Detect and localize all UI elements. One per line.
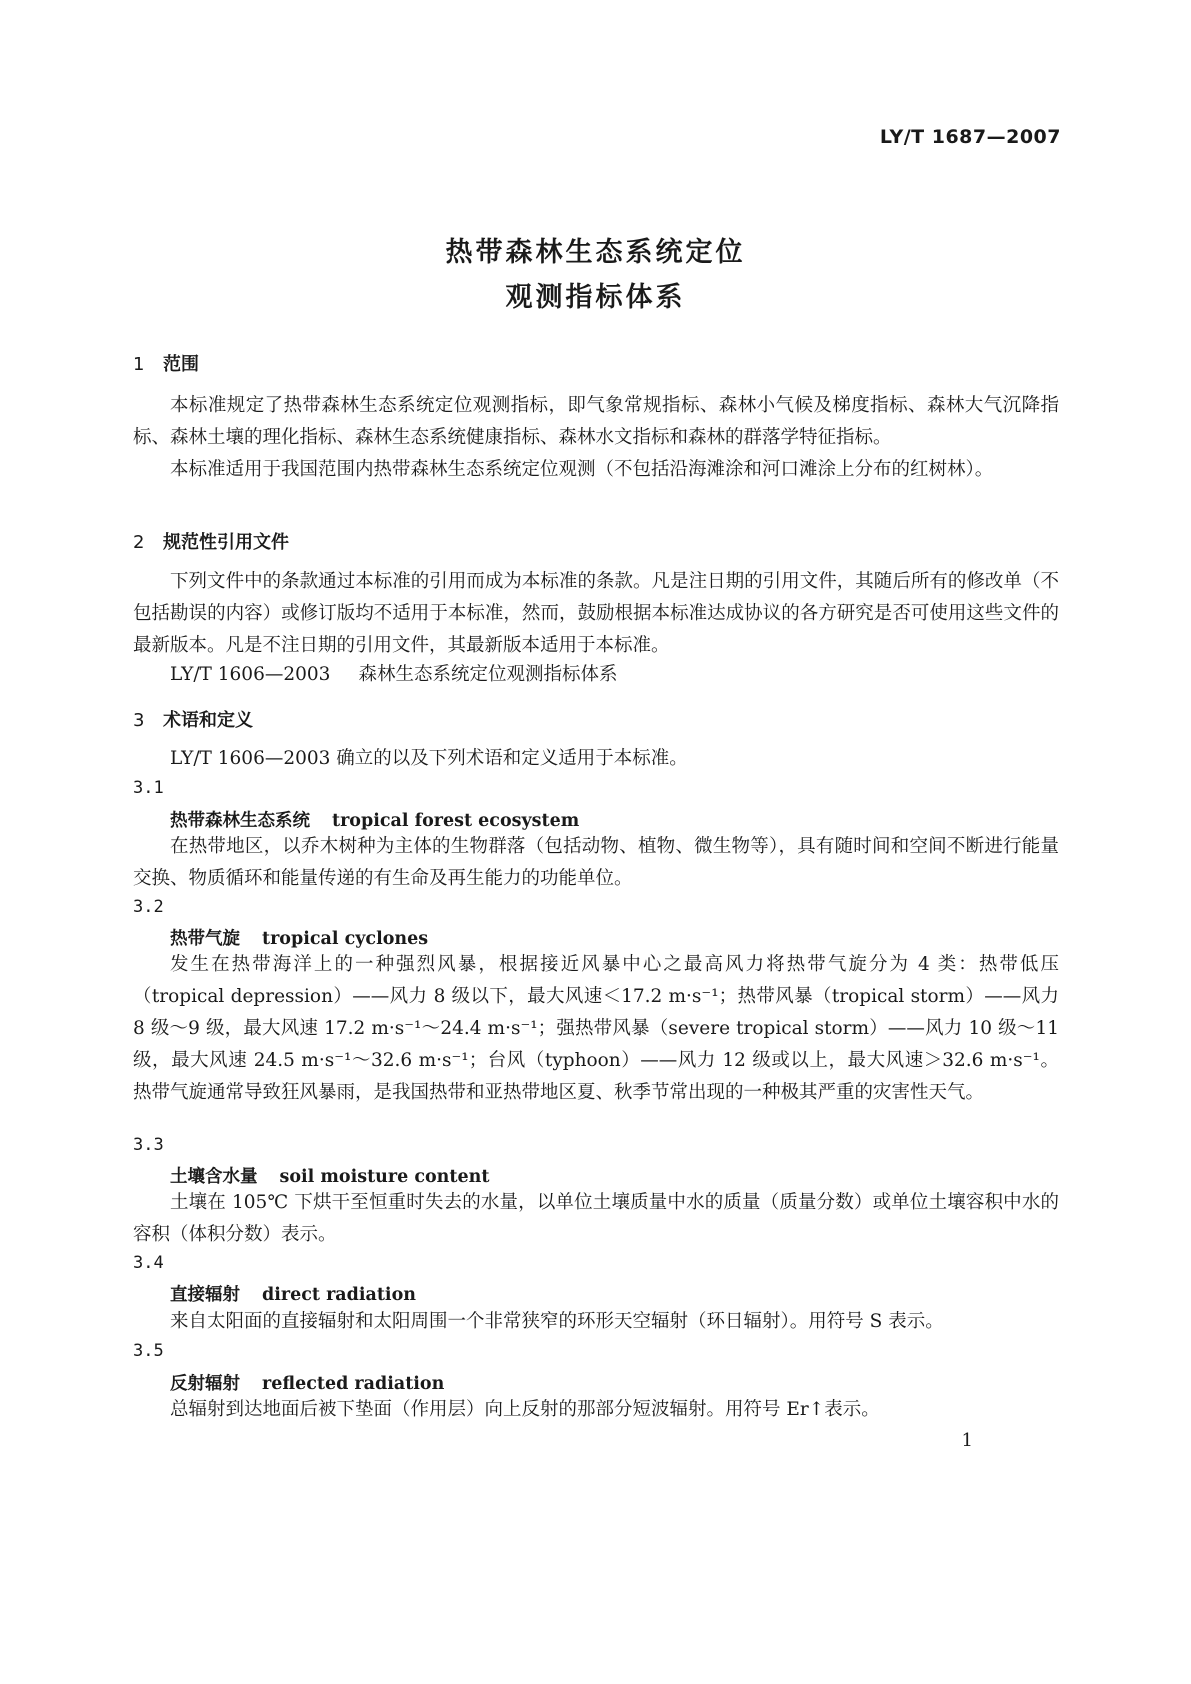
section-3-intro: LY/T 1606—2003 确立的以及下列术语和定义适用于本标准。 (170, 748, 688, 769)
normative-reference (170, 660, 617, 686)
term-heading (170, 1281, 416, 1306)
section-title: 规范性引用文件 (163, 532, 289, 553)
reference-code: LY/T 1606—2003 (170, 664, 331, 685)
section-title: 术语和定义 (163, 710, 253, 731)
term-en: soil moisture content (279, 1167, 490, 1187)
reference-title: 森林生态系统定位观测指标体系 (358, 664, 618, 685)
section-3-heading (133, 706, 253, 732)
term-definition: 发生在热带海洋上的一种强烈风暴，根据接近风暴中心之最高风力将热带气旋分为 4 类：热带低压（tropical depression）——风力 8 级以下，最大风速＜17.2 m·s⁻¹；热带风暴（tropical storm）——风力 8 级～9 级，最大风速 17.2 m·s⁻¹～24.4 m·s⁻¹；强热带风暴（severe tropical storm）——风力 10 级～11 级，最大风速 24.5 m·s⁻¹～32.6 m·s⁻¹；台风（typhoon）——风力 12 级或以上，最大风速＞32.6 m·s⁻¹。热带气旋通常导致狂风暴雨，是我国热带和亚热带地区夏、秋季节常出现的一种极其严重的灾害性天气。 (133, 954, 1059, 1103)
term-number: 3.1 (133, 778, 164, 798)
term-cn: 直接辐射 (170, 1285, 240, 1305)
term-en: tropical forest ecosystem (332, 811, 580, 831)
term-heading (170, 1370, 444, 1395)
term-number: 3.4 (133, 1253, 164, 1273)
section-number: 3 (133, 710, 145, 731)
doc-title-line1: 热带森林生态系统定位 (445, 237, 746, 268)
section-number: 2 (133, 532, 145, 553)
term-cn: 土壤含水量 (170, 1167, 258, 1187)
section-number: 1 (133, 354, 145, 375)
term-number: 3.5 (133, 1341, 164, 1361)
section-1-heading (133, 350, 199, 376)
term-cn: 热带气旋 (170, 929, 240, 949)
term-heading (170, 925, 428, 950)
term-cn: 反射辐射 (170, 1374, 240, 1394)
term-number: 3.3 (133, 1135, 164, 1155)
term-heading (170, 1163, 489, 1188)
section-1-paragraph-1: 本标准规定了热带森林生态系统定位观测指标，即气象常规指标、森林小气候及梯度指标、森林大气沉降指标、森林土壤的理化指标、森林生态系统健康指标、森林水文指标和森林的群落学特征指标。 (133, 395, 1059, 448)
term-en: reflected radiation (262, 1374, 445, 1394)
doc-title-line2: 观测指标体系 (505, 282, 686, 313)
term-definition: 来自太阳面的直接辐射和太阳周围一个非常狭窄的环形天空辐射（环日辐射）。用符号 S 表示。 (170, 1311, 944, 1332)
term-en: direct radiation (262, 1285, 416, 1305)
term-definition: 土壤在 105℃ 下烘干至恒重时失去的水量，以单位土壤质量中水的质量（质量分数）或单位土壤容积中水的容积（体积分数）表示。 (133, 1192, 1059, 1245)
term-en: tropical cyclones (262, 929, 429, 949)
section-2-paragraph: 下列文件中的条款通过本标准的引用而成为本标准的条款。凡是注日期的引用文件，其随后所有的修改单（不包括勘误的内容）或修订版均不适用于本标准，然而，鼓励根据本标准达成协议的各方研究是否可使用这些文件的最新版本。凡是不注日期的引用文件，其最新版本适用于本标准。 (133, 571, 1059, 656)
standard-code: LY/T 1687—2007 (879, 126, 1061, 148)
section-title: 范围 (163, 354, 199, 375)
term-number: 3.2 (133, 897, 164, 917)
term-definition: 总辐射到达地面后被下垫面（作用层）向上反射的那部分短波辐射。用符号 Er↑表示。 (170, 1399, 880, 1420)
section-2-heading (133, 528, 289, 554)
term-heading (170, 807, 579, 832)
term-definition: 在热带地区，以乔木树种为主体的生物群落（包括动物、植物、微生物等），具有随时间和空间不断进行能量交换、物质循环和能量传递的有生命及再生能力的功能单位。 (133, 836, 1059, 889)
term-cn: 热带森林生态系统 (170, 811, 310, 831)
page-number: 1 (961, 1430, 973, 1451)
section-1-paragraph-2: 本标准适用于我国范围内热带森林生态系统定位观测（不包括沿海滩涂和河口滩涂上分布的红树林）。 (170, 459, 994, 480)
